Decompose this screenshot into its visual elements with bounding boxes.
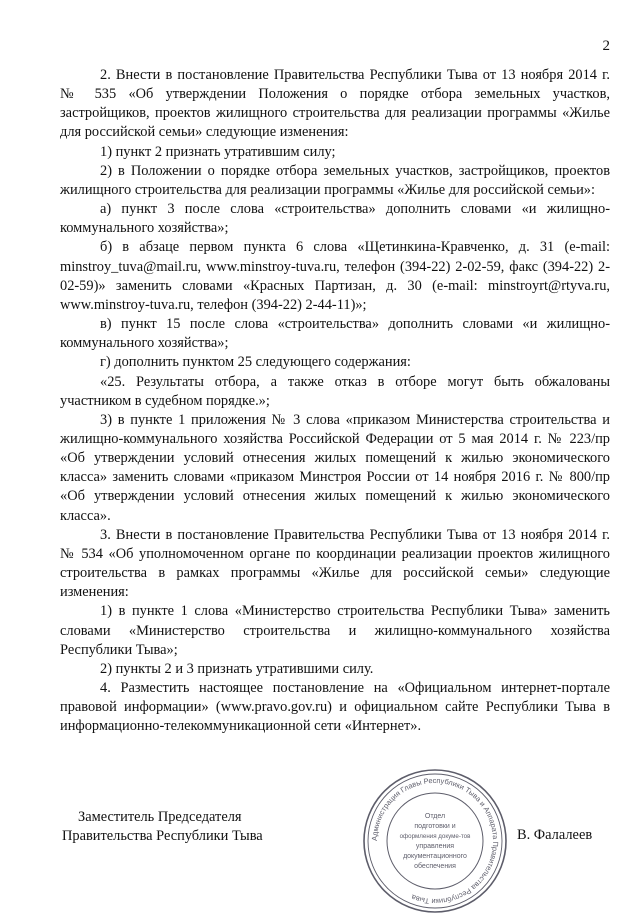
official-stamp	[360, 766, 510, 916]
stamp-center-line: Отдел	[424, 813, 446, 820]
stamp-center-line: документационного	[403, 853, 467, 860]
stamp-center-line: подготовки и	[414, 823, 456, 830]
paragraph: в) пункт 15 после слова «строительства» дополнить словами «и жилищно-коммунального хозяйства»;	[60, 316, 610, 352]
signatory-title	[62, 808, 263, 846]
paragraph: «25. Результаты отбора, а также отказ в отборе могут быть обжалованы участником в судебном порядке.»;	[60, 373, 610, 409]
document-body	[60, 66, 610, 736]
paragraph: 2) пункты 2 и 3 признать утратившими силу.	[100, 660, 374, 677]
paragraph: 1) в пункте 1 слова «Министерство строительства Республики Тыва» заменить словами «Министерство строительства и жилищно-коммунального хозяйства Республики Тыва»;	[60, 603, 610, 658]
signatory-title-line: Правительства Республики Тыва	[62, 828, 263, 844]
paragraph: а) пункт 3 после слова «строительства» дополнить словами «и жилищно-коммунального хозяйства»;	[60, 201, 610, 237]
paragraph: г) дополнить пунктом 25 следующего содержания:	[100, 354, 411, 371]
signatory-name: В. Фалалеев	[517, 827, 593, 843]
paragraph: 3. Внести в постановление Правительства Республики Тыва от 13 ноября 2014 г. № 534 «Об уполномоченном органе по координации реализации проектов жилищного строительства в рамках программы «Жилье для российской семьи» следующие изменения:	[60, 526, 610, 601]
paragraph: б) в абзаце первом пункта 6 слова «Щетинкина-Кравченко, д. 31 (e-mail: minstroy_tuva@mail.ru, www.minstroy-tuva.ru, телефон (394-22) 2-02-59, факс (394-22) 2-02-59)» заменить словами «Красных Партизан, д. 30 (e-mail: minstroyrt@rtyva.ru, www.minstroy-tuva.ru, телефон (394-22) 2-44-11)»;	[60, 239, 610, 313]
paragraph: 3) в пункте 1 приложения № 3 слова «приказом Министерства строительства и жилищно-коммунального хозяйства Российской Федерации от 5 мая 2014 г. № 223/пр «Об утверждении условий отнесения жилых помещений к жилью экономического класса» заменить словами «приказом Минстроя России от 14 ноября 2016 г. № 800/пр «Об утверждении условий отнесения жилых помещений к жилью экономического класса».	[60, 411, 610, 524]
page-number: 2	[602, 38, 610, 54]
paragraph: 1) пункт 2 признать утратившим силу;	[100, 143, 336, 160]
paragraph: 4. Разместить настоящее постановление на «Официальном интернет-портале правовой информации» (www.pravo.gov.ru) и официальном сайте Республики Тыва в информационно-телекоммуникационной сети «Интернет».	[60, 680, 610, 735]
stamp-ring-text-path: Администрация Главы Республики Тыва и Аппарата Правительства Республики Тыва	[369, 775, 501, 907]
signatory-title-line: Заместитель Председателя	[78, 809, 242, 825]
paragraph: 2) в Положении о порядке отбора земельных участков, застройщиков, проектов жилищного строительства для реализации программы «Жилье для российской семьи»:	[60, 162, 610, 198]
stamp-center-line: обеспечения	[414, 863, 456, 870]
stamp-center-line: управления	[415, 843, 455, 850]
stamp-ring-text	[370, 776, 500, 906]
stamp-center-line: оформления докуме-тов	[399, 833, 471, 840]
paragraph: 2. Внести в постановление Правительства Республики Тыва от 13 ноября 2014 г. № 535 «Об утверждении Положения о порядке отбора земельных участков, застройщиков, проектов жилищного строительства для реализации программы «Жилье для российской семьи» следующие изменения:	[60, 67, 610, 141]
